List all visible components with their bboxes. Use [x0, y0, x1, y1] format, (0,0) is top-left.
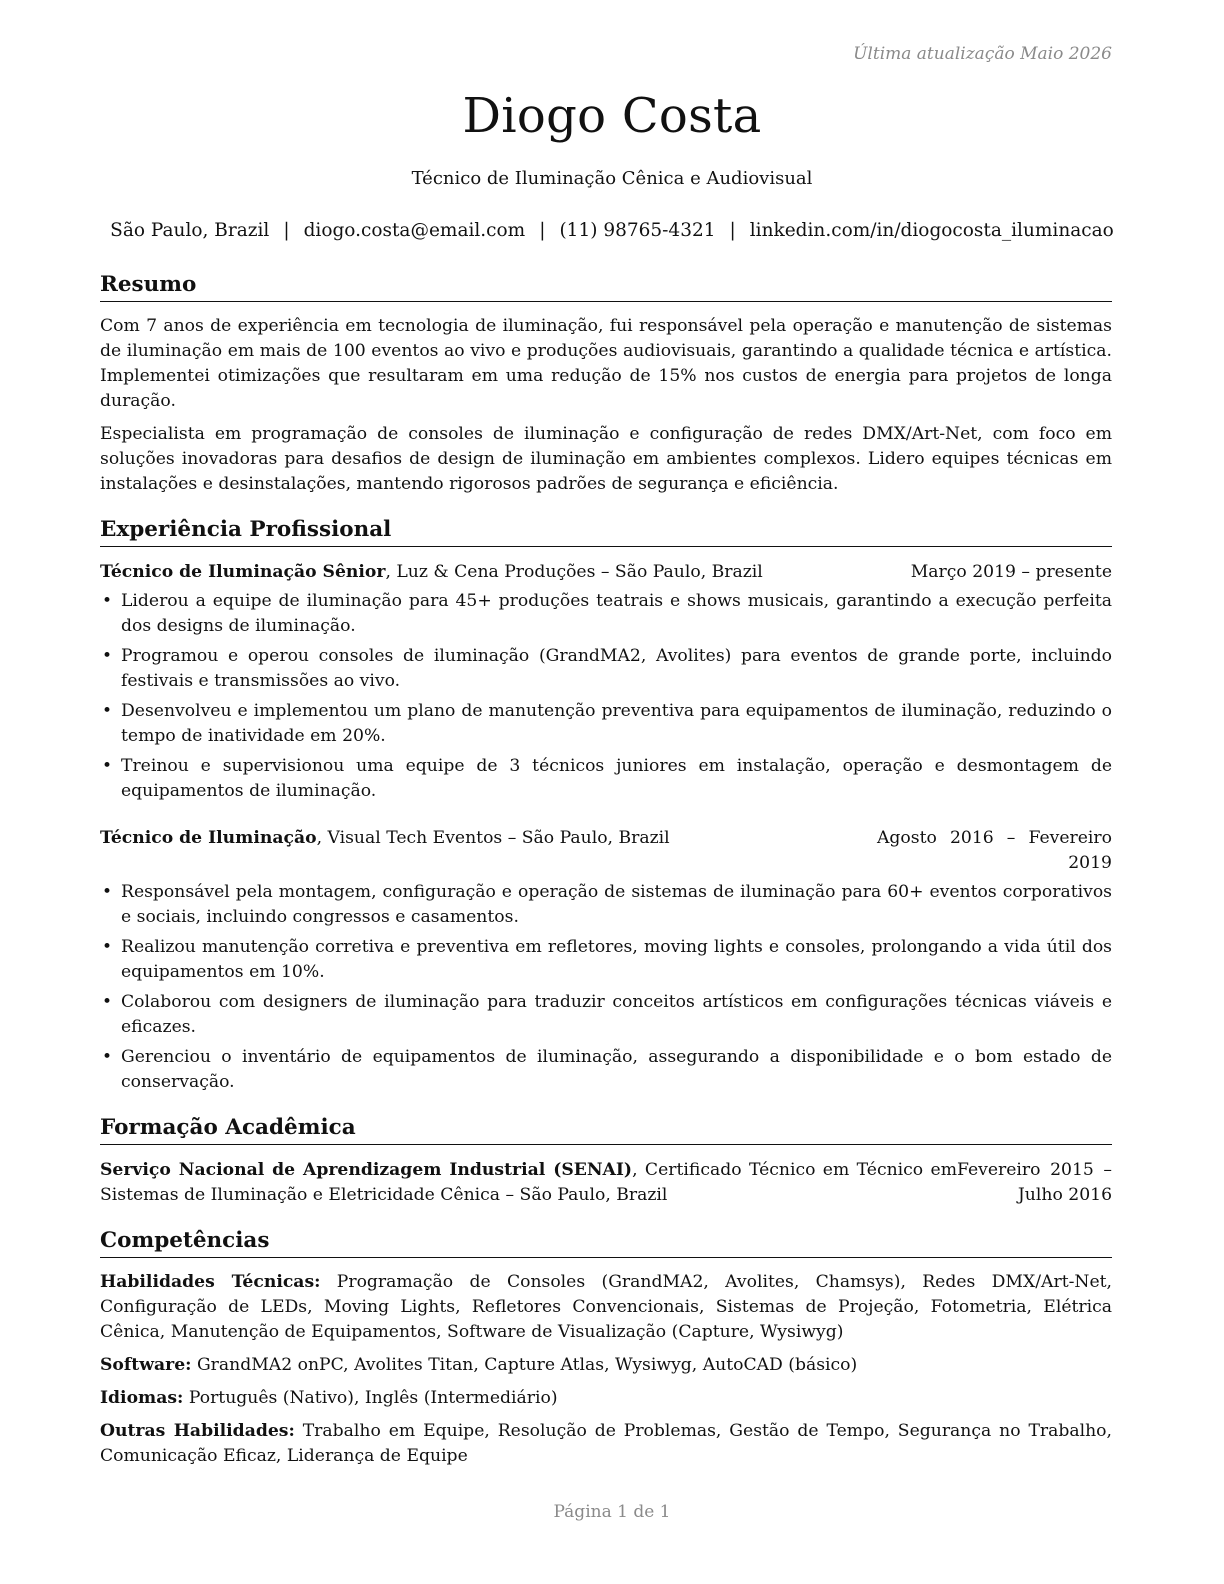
education-school: Serviço Nacional de Aprendizagem Industrial (SENAI): [100, 1160, 633, 1180]
job-header: [100, 826, 1112, 876]
page-number: Página 1 de 1: [553, 1502, 671, 1522]
contact-separator: |: [729, 220, 736, 241]
skills-item: [100, 1386, 1112, 1411]
skills-text: GrandMA2 onPC, Avolites Titan, Capture Atlas, Wysiwyg, AutoCAD (básico): [191, 1355, 858, 1375]
contact-location: São Paulo, Brazil: [110, 220, 270, 241]
section-title-summary: Resumo: [100, 270, 1112, 302]
contact-phone: (11) 98765-4321: [559, 220, 716, 241]
skills-text: Programação de Consoles (GrandMA2, Avolites, Chamsys), Redes DMX/Art-Net, Configuração de LEDs, Moving Lights, Refletores Convencionais, Sistemas de Projeção, Fotometria, Elétrica Cênica, Manutenção de Equipamentos, Software de Visualização (Capture, Wysiwyg): [100, 1272, 1112, 1342]
contact-linkedin[interactable]: linkedin.com/in/diogocosta_iluminacao: [749, 220, 1114, 241]
job-bullet: • Colaborou com designers de iluminação para traduzir conceitos artísticos em configurações técnicas viáveis e eficazes.: [100, 990, 1112, 1040]
job-header: [100, 560, 1112, 585]
last-updated: Última atualização Maio 2026: [853, 44, 1112, 64]
job-bullet: • Treinou e supervisionou uma equipe de 3 técnicos juniores em instalação, operação e desmontagem de equipamentos de iluminação.: [100, 754, 1112, 804]
skills-item: [100, 1353, 1112, 1378]
job-bullet: • Desenvolveu e implementou um plano de manutenção preventiva para equipamentos de iluminação, reduzindo o tempo de inatividade em 20%.: [100, 699, 1112, 749]
resume-body: [100, 270, 1112, 1469]
job-entry: [100, 560, 1112, 804]
job-company: , Visual Tech Eventos – São Paulo, Brazil: [316, 828, 670, 848]
contact-separator: |: [283, 220, 290, 241]
skills-label: Software:: [100, 1355, 192, 1375]
contact-email[interactable]: diogo.costa@email.com: [303, 220, 526, 241]
education-section: [100, 1113, 1112, 1208]
job-role: Técnico de Iluminação: [100, 828, 317, 848]
education-header: [100, 1158, 1112, 1208]
job-bullets: [100, 589, 1112, 804]
candidate-name: Diogo Costa: [462, 88, 762, 144]
education-dates: Fevereiro 2015 – Julho 2016: [957, 1160, 1112, 1205]
job-bullet: • Liderou a equipe de iluminação para 45+ produções teatrais e shows musicais, garantindo a execução perfeita dos designs de iluminação.: [100, 589, 1112, 639]
skills-item: [100, 1270, 1112, 1345]
job-company: , Luz & Cena Produções – São Paulo, Brazil: [385, 562, 763, 582]
candidate-subtitle: Técnico de Iluminação Cênica e Audiovisual: [411, 168, 813, 189]
job-bullet: • Realizou manutenção corretiva e preventiva em refletores, moving lights e consoles, prolongando a vida útil dos equipamentos em 10%.: [100, 935, 1112, 985]
experience-section: [100, 515, 1112, 1095]
skills-label: Idiomas:: [100, 1388, 184, 1408]
education-degree: , Certificado Técnico em Técnico em Sistemas de Iluminação e Eletricidade Cênica – São Paulo, Brazil: [100, 1160, 958, 1205]
section-title-experience: Experiência Profissional: [100, 515, 1112, 547]
job-bullets: [100, 880, 1112, 1095]
skills-section: [100, 1226, 1112, 1469]
contact-separator: |: [539, 220, 546, 241]
skills-text: Trabalho em Equipe, Resolução de Problemas, Gestão de Tempo, Segurança no Trabalho, Comunicação Eficaz, Liderança de Equipe: [100, 1421, 1112, 1466]
section-title-skills: Competências: [100, 1226, 1112, 1258]
job-dates: Março 2019 – presente: [910, 562, 1112, 582]
summary-paragraph: Com 7 anos de experiência em tecnologia de iluminação, fui responsável pela operação e manutenção de sistemas de iluminação em mais de 100 eventos ao vivo e produções audiovisuais, garantindo a qualidade técnica e artística. Implementei otimizações que resultaram em uma redução de 15% nos custos de energia para projetos de longa duração.: [100, 316, 1112, 411]
skills-text: Português (Nativo), Inglês (Intermediário): [183, 1388, 558, 1408]
skills-item: [100, 1419, 1112, 1469]
summary-section: [100, 270, 1112, 497]
job-bullet: • Responsável pela montagem, configuração e operação de sistemas de iluminação para 60+ eventos corporativos e sociais, incluindo congressos e casamentos.: [100, 880, 1112, 930]
education-entry: [100, 1158, 1112, 1208]
job-role: Técnico de Iluminação Sênior: [100, 562, 386, 582]
job-entry: [100, 826, 1112, 1095]
job-bullet: • Gerenciou o inventário de equipamentos de iluminação, assegurando a disponibilidade e o bom estado de conservação.: [100, 1045, 1112, 1095]
skills-label: Habilidades Técnicas:: [100, 1272, 321, 1292]
skills-label: Outras Habilidades:: [100, 1421, 295, 1441]
section-title-education: Formação Acadêmica: [100, 1113, 1112, 1145]
job-dates: Agosto 2016 – Fevereiro 2019: [877, 828, 1112, 873]
job-bullet: • Programou e operou consoles de iluminação (GrandMA2, Avolites) para eventos de grande porte, incluindo festivais e transmissões ao vivo.: [100, 644, 1112, 694]
contact-line: [0, 220, 1224, 241]
summary-paragraph: Especialista em programação de consoles de iluminação e configuração de redes DMX/Art-Net, com foco em soluções inovadoras para desafios de design de iluminação em ambientes complexos. Lidero equipes técnicas em instalações e desinstalações, mantendo rigorosos padrões de segurança e eficiência.: [100, 424, 1112, 494]
